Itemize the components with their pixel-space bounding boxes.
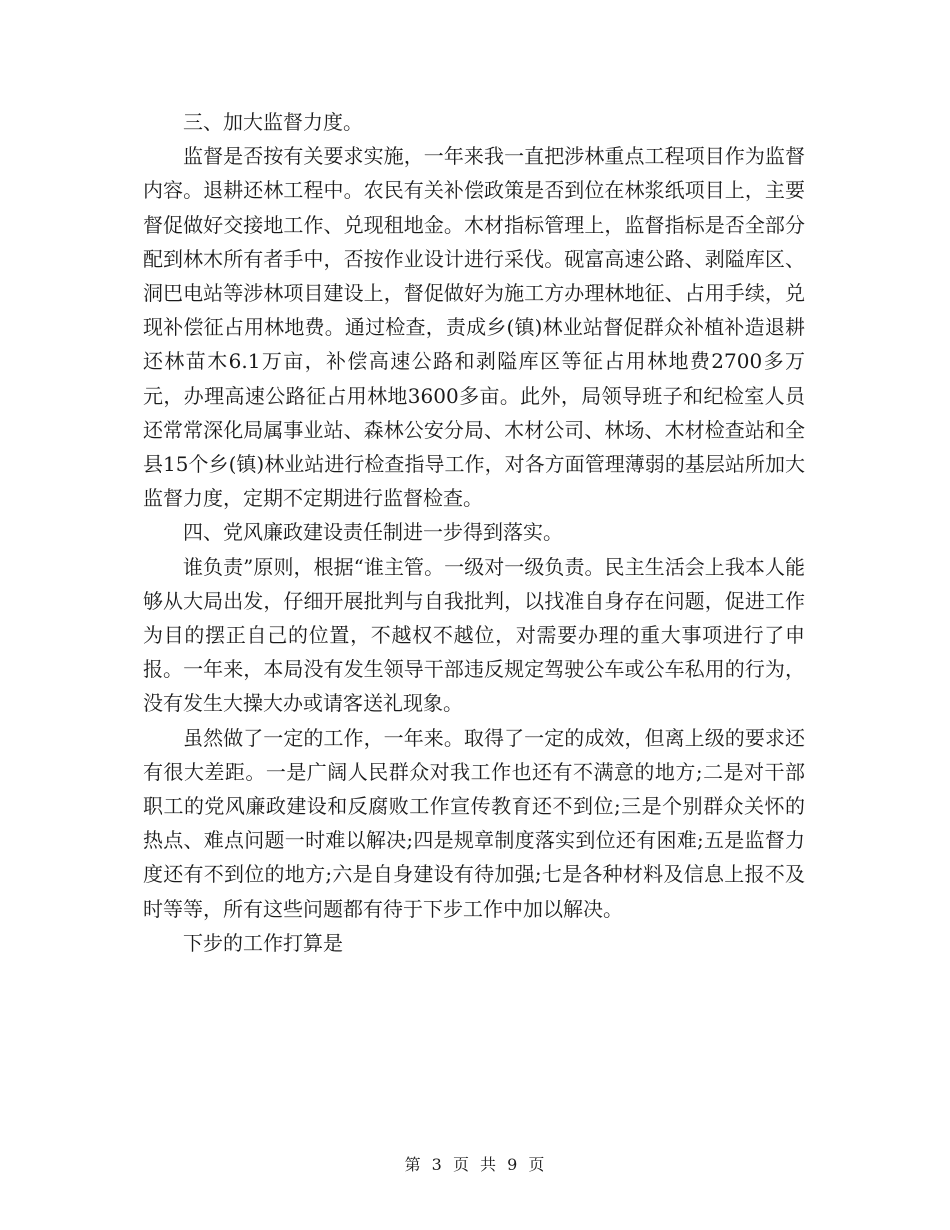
paragraph-next-steps: 下步的工作打算是 xyxy=(183,930,343,955)
document-body xyxy=(143,105,805,960)
page-footer: 第 3 页 共 9 页 xyxy=(404,1155,546,1174)
section-heading-4: 四、党风廉政建设责任制进一步得到落实。 xyxy=(183,520,563,545)
paragraph-shortcomings: 虽然做了一定的工作，一年来。取得了一定的成效，但离上级的要求还有很大差距。一是广阔人民群众对我工作也还有不满意的地方;二是对干部职工的党风廉政建设和反腐败工作宣传教育还不到位;三是个别群众关怀的热点、难点问题一时难以解决;四是规章制度落实到位还有困难;五是监督力度还有不到位的地方;六是自身建设有待加强;七是各种材料及信息上报不及时等等，所有这些问题都有待于下步工作中加以解决。 xyxy=(143,725,805,921)
paragraph-responsibility: 谁负责”原则，根据“谁主管。一级对一级负责。民主生活会上我本人能够从大局出发，仔细开展批判与自我批判，以找准自身存在问题，促进工作为目的摆正自己的位置，不越权不越位，对需要办理的重大事项进行了申报。一年来，本局没有发生领导干部违反规定驾驶公车或公车私用的行为，没有发生大操大办或请客送礼现象。 xyxy=(143,554,805,716)
paragraph-supervision: 监督是否按有关要求实施，一年来我一直把涉林重点工程项目作为监督内容。退耕还林工程中。农民有关补偿政策是否到位在林浆纸项目上，主要督促做好交接地工作、兑现租地金。木材指标管理上，监督指标是否全部分配到林木所有者手中，否按作业设计进行采伐。砚富高速公路、剥隘库区、洞巴电站等涉林项目建设上，督促做好为施工方办理林地征、占用手续，兑现补偿征占用林地费。通过检查，责成乡(镇)林业站督促群众补植补造退耕还林苗木6.1万亩，补偿高速公路和剥隘库区等征占用林地费2700多万元，办理高速公路征占用林地3600多亩。此外，局领导班子和纪检室人员还常常深化局属事业站、森林公安分局、木材公司、林场、木材检查站和全县15个乡(镇)林业站进行检查指导工作，对各方面管理薄弱的基层站所加大监督力度，定期不定期进行监督检查。 xyxy=(143,144,805,511)
section-heading-3: 三、加大监督力度。 xyxy=(183,110,363,134)
